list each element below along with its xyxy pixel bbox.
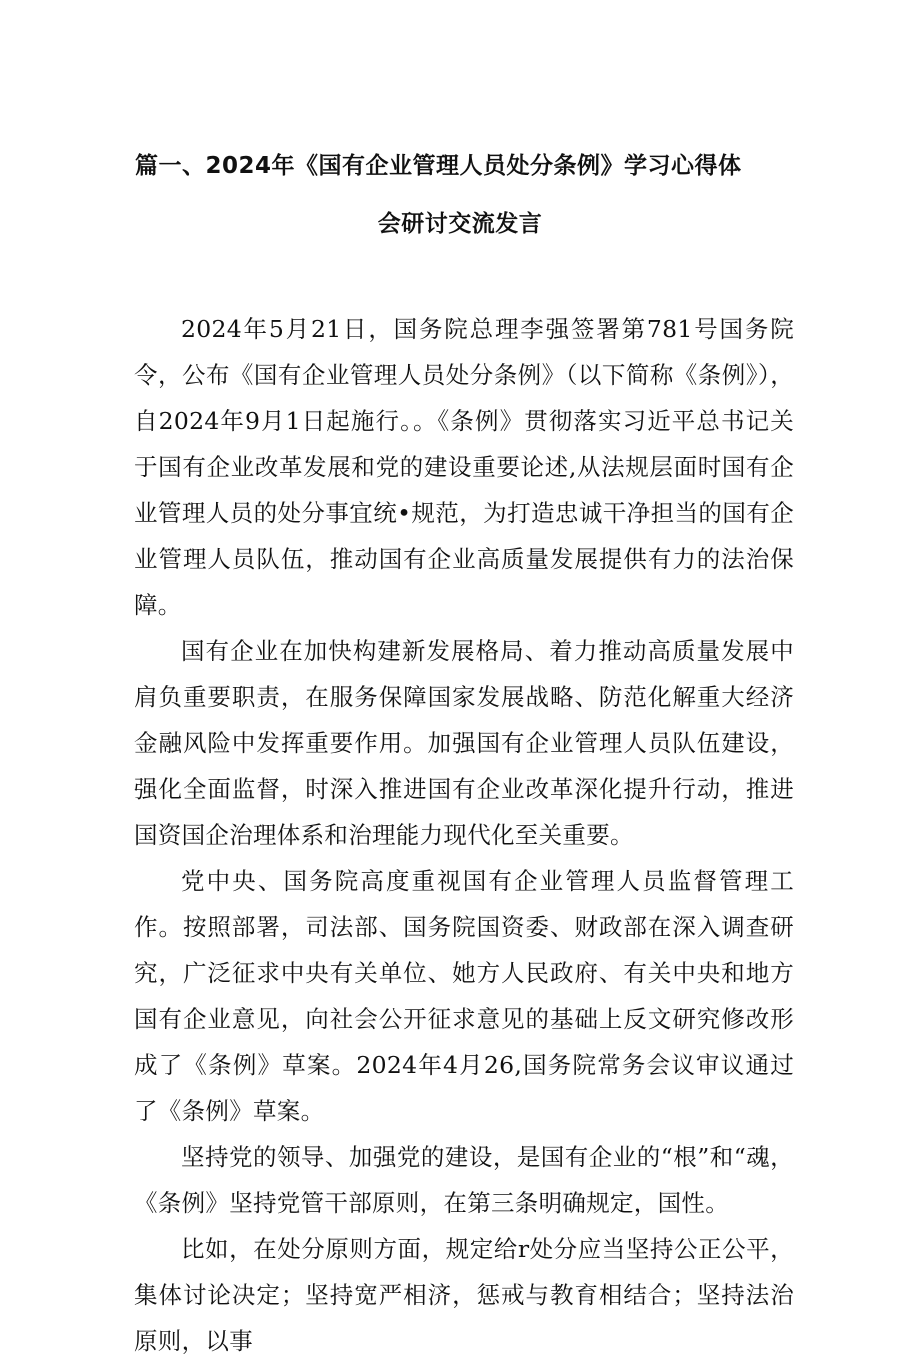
document-title-line-1: 篇一、2024年《国有企业管理人员处分条例》学习心得体 xyxy=(135,153,742,179)
document-title-line-2: 会研讨交流发言 xyxy=(377,211,543,237)
paragraph: 国有企业在加快构建新发展格局、着力推动高质量发展中肩负重要职责，在服务保障国家发展战略、防范化解重大经济金融风险中发挥重要作用。加强国有企业管理人员队伍建设，强化全面监督，时深入推进国有企业改革深化提升行动，推进国资国企治理体系和治理能力现代化至关重要。 xyxy=(134,637,794,849)
document-body xyxy=(134,306,794,1364)
paragraph: 党中央、国务院高度重视国有企业管理人员监督管理工作。按照部署，司法部、国务院国资委、财政部在深入调查研究，广泛征求中央有关单位、她方人民政府、有关中央和地方国有企业意见，向社会公开征求意见的基础上反文研究修改形成了《条例》草案。2024年4月26,国务院常务会议审议通过了《条例》草案。 xyxy=(134,867,794,1125)
paragraph: 2024年5月21日，国务院总理李强签署第781号国务院令，公布《国有企业管理人员处分条例》（以下简称《条例》），自2024年9月1日起施行。。《条例》贯彻落实习近平总书记关于国有企业改革发展和党的建设重要论述,从法规层面时国有企业管理人员的处分事宜统•规范，为打造忠诚干净担当的国有企业管理人员队伍，推动国有企业高质量发展提供有力的法治保障。 xyxy=(134,315,794,619)
paragraph: 比如，在处分原则方面，规定给r处分应当坚持公正公平，集体讨论决定；坚持宽严相济，惩戒与教育相结合；坚持法治原则，以事 xyxy=(134,1235,794,1355)
paragraph: 坚持党的领导、加强党的建设，是国有企业的“根”和“魂，《条例》坚持党管干部原则，在第三条明确规定，国性。 xyxy=(134,1143,794,1217)
